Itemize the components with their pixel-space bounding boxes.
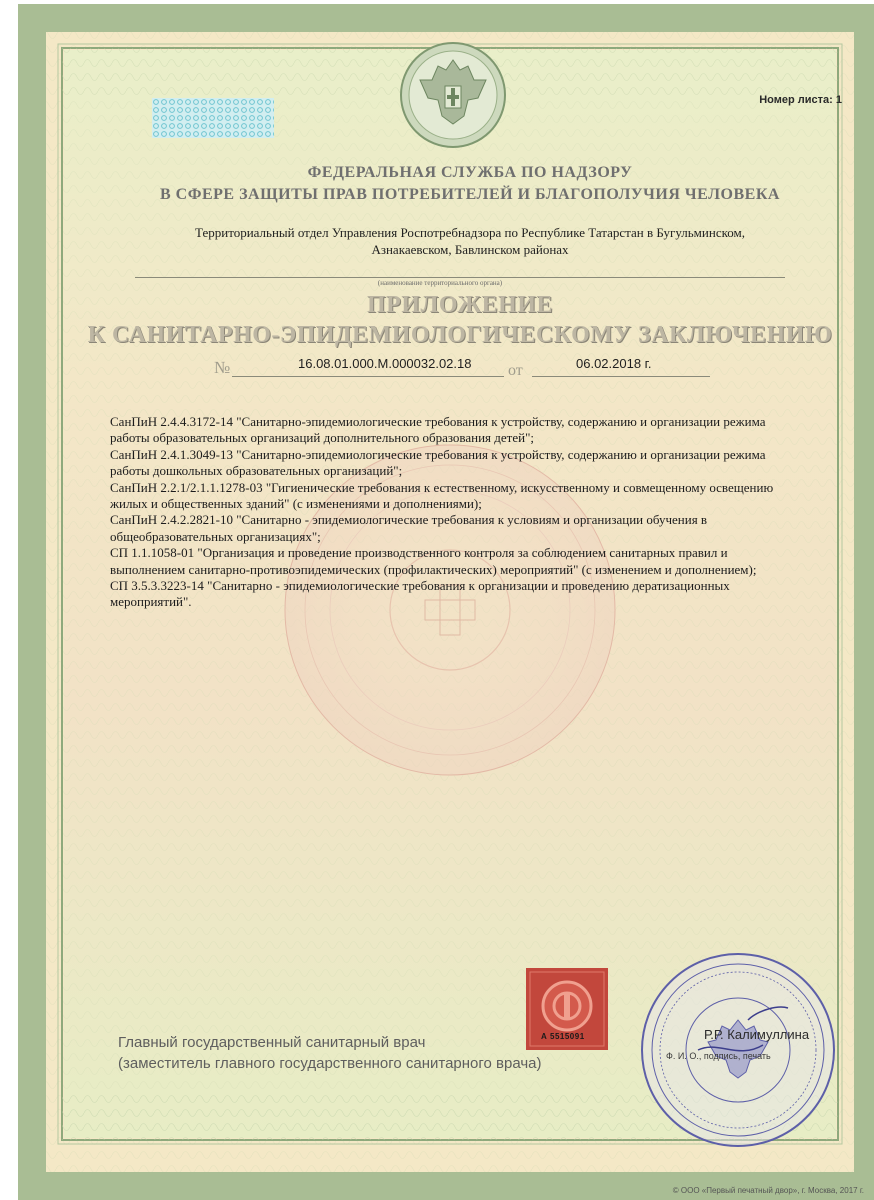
regulation-line: жилых и общественных зданий" (с изменениями и дополнениями);: [110, 496, 482, 512]
certificate-date: 06.02.2018 г.: [576, 356, 652, 371]
signatory-caption: Ф. И. О., подпись, печать: [666, 1051, 771, 1061]
document-title-line1: ПРИЛОЖЕНИЕ: [366, 292, 554, 318]
regulation-line: СанПиН 2.4.1.3049-13 "Санитарно-эпидемиологические требования к устройству, содержанию и организации режима: [110, 446, 766, 462]
regulations-list: [110, 414, 830, 611]
certificate-number: 16.08.01.000.М.000032.02.18: [298, 356, 472, 371]
signatory-role-line2: (заместитель главного государственного санитарного врача): [118, 1055, 542, 1072]
territorial-body-line1: Территориальный отдел Управления Роспотребнадзора по Республике Татарстан в Бугульминском,: [195, 225, 745, 240]
security-hologram-strip: [152, 98, 274, 138]
territorial-body-line2: Азнакаевском, Бавлинском районах: [371, 242, 569, 257]
territorial-body: [150, 224, 790, 258]
regulation-line: СанПиН 2.4.2.2821-10 "Санитарно - эпидемиологические требования к условиям и организации обучения в: [110, 512, 708, 528]
regulation-line: общеобразовательных организациях";: [110, 528, 321, 544]
number-sign: №: [214, 358, 231, 377]
agency-name-line1: ФЕДЕРАЛЬНАЯ СЛУЖБА ПО НАДЗОРУ: [307, 164, 633, 181]
regulation-line: мероприятий".: [110, 594, 192, 610]
signatory-name: Р.Р. Калимуллина: [704, 1027, 810, 1042]
document-title-line2: К САНИТАРНО-ЭПИДЕМИОЛОГИЧЕСКОМУ ЗАКЛЮЧЕНИЮ: [87, 322, 833, 348]
regulation-line: выполнением санитарно-противоэпидемических (профилактических) мероприятий" (с изменением и дополнением);: [110, 561, 757, 577]
printer-imprint: © ООО «Первый печатный двор», г. Москва, 2017 г.: [672, 1186, 864, 1195]
hologram-code: А 5515091: [541, 1032, 585, 1041]
signatory-role-line1: Главный государственный санитарный врач: [118, 1034, 426, 1051]
regulation-line: СанПиН 2.4.4.3172-14 "Санитарно-эпидемиологические требования к устройству, содержанию и организации режима: [110, 414, 766, 429]
official-stamp-seal: [638, 950, 838, 1150]
territorial-caption: (наименование территориального органа): [377, 279, 503, 287]
regulation-line: СП 1.1.1058-01 "Организация и проведение производственного контроля за соблюдением санитарных правил и: [110, 545, 728, 561]
regulation-line: работы образовательных организаций дополнительного образования детей";: [110, 430, 534, 446]
date-underline: [532, 376, 710, 377]
sheet-number: Номер листа: 1: [759, 94, 842, 106]
regulation-line: СанПиН 2.2.1/2.1.1.1278-03 "Гигиенические требования к естественному, искусственному и совмещенному освещению: [110, 479, 774, 495]
regulation-line: работы дошкольных образовательных организаций";: [110, 463, 403, 479]
regulation-line: СП 3.5.3.3223-14 "Санитарно - эпидемиологические требования к организации и проведению дератизационных: [110, 578, 730, 594]
date-prefix: от: [508, 362, 523, 379]
number-underline: [232, 376, 504, 377]
territorial-underline: [135, 277, 785, 278]
agency-name-line2: В СФЕРЕ ЗАЩИТЫ ПРАВ ПОТРЕБИТЕЛЕЙ И БЛАГОПОЛУЧИЯ ЧЕЛОВЕКА: [160, 186, 780, 203]
emblem-icon: [398, 40, 508, 150]
